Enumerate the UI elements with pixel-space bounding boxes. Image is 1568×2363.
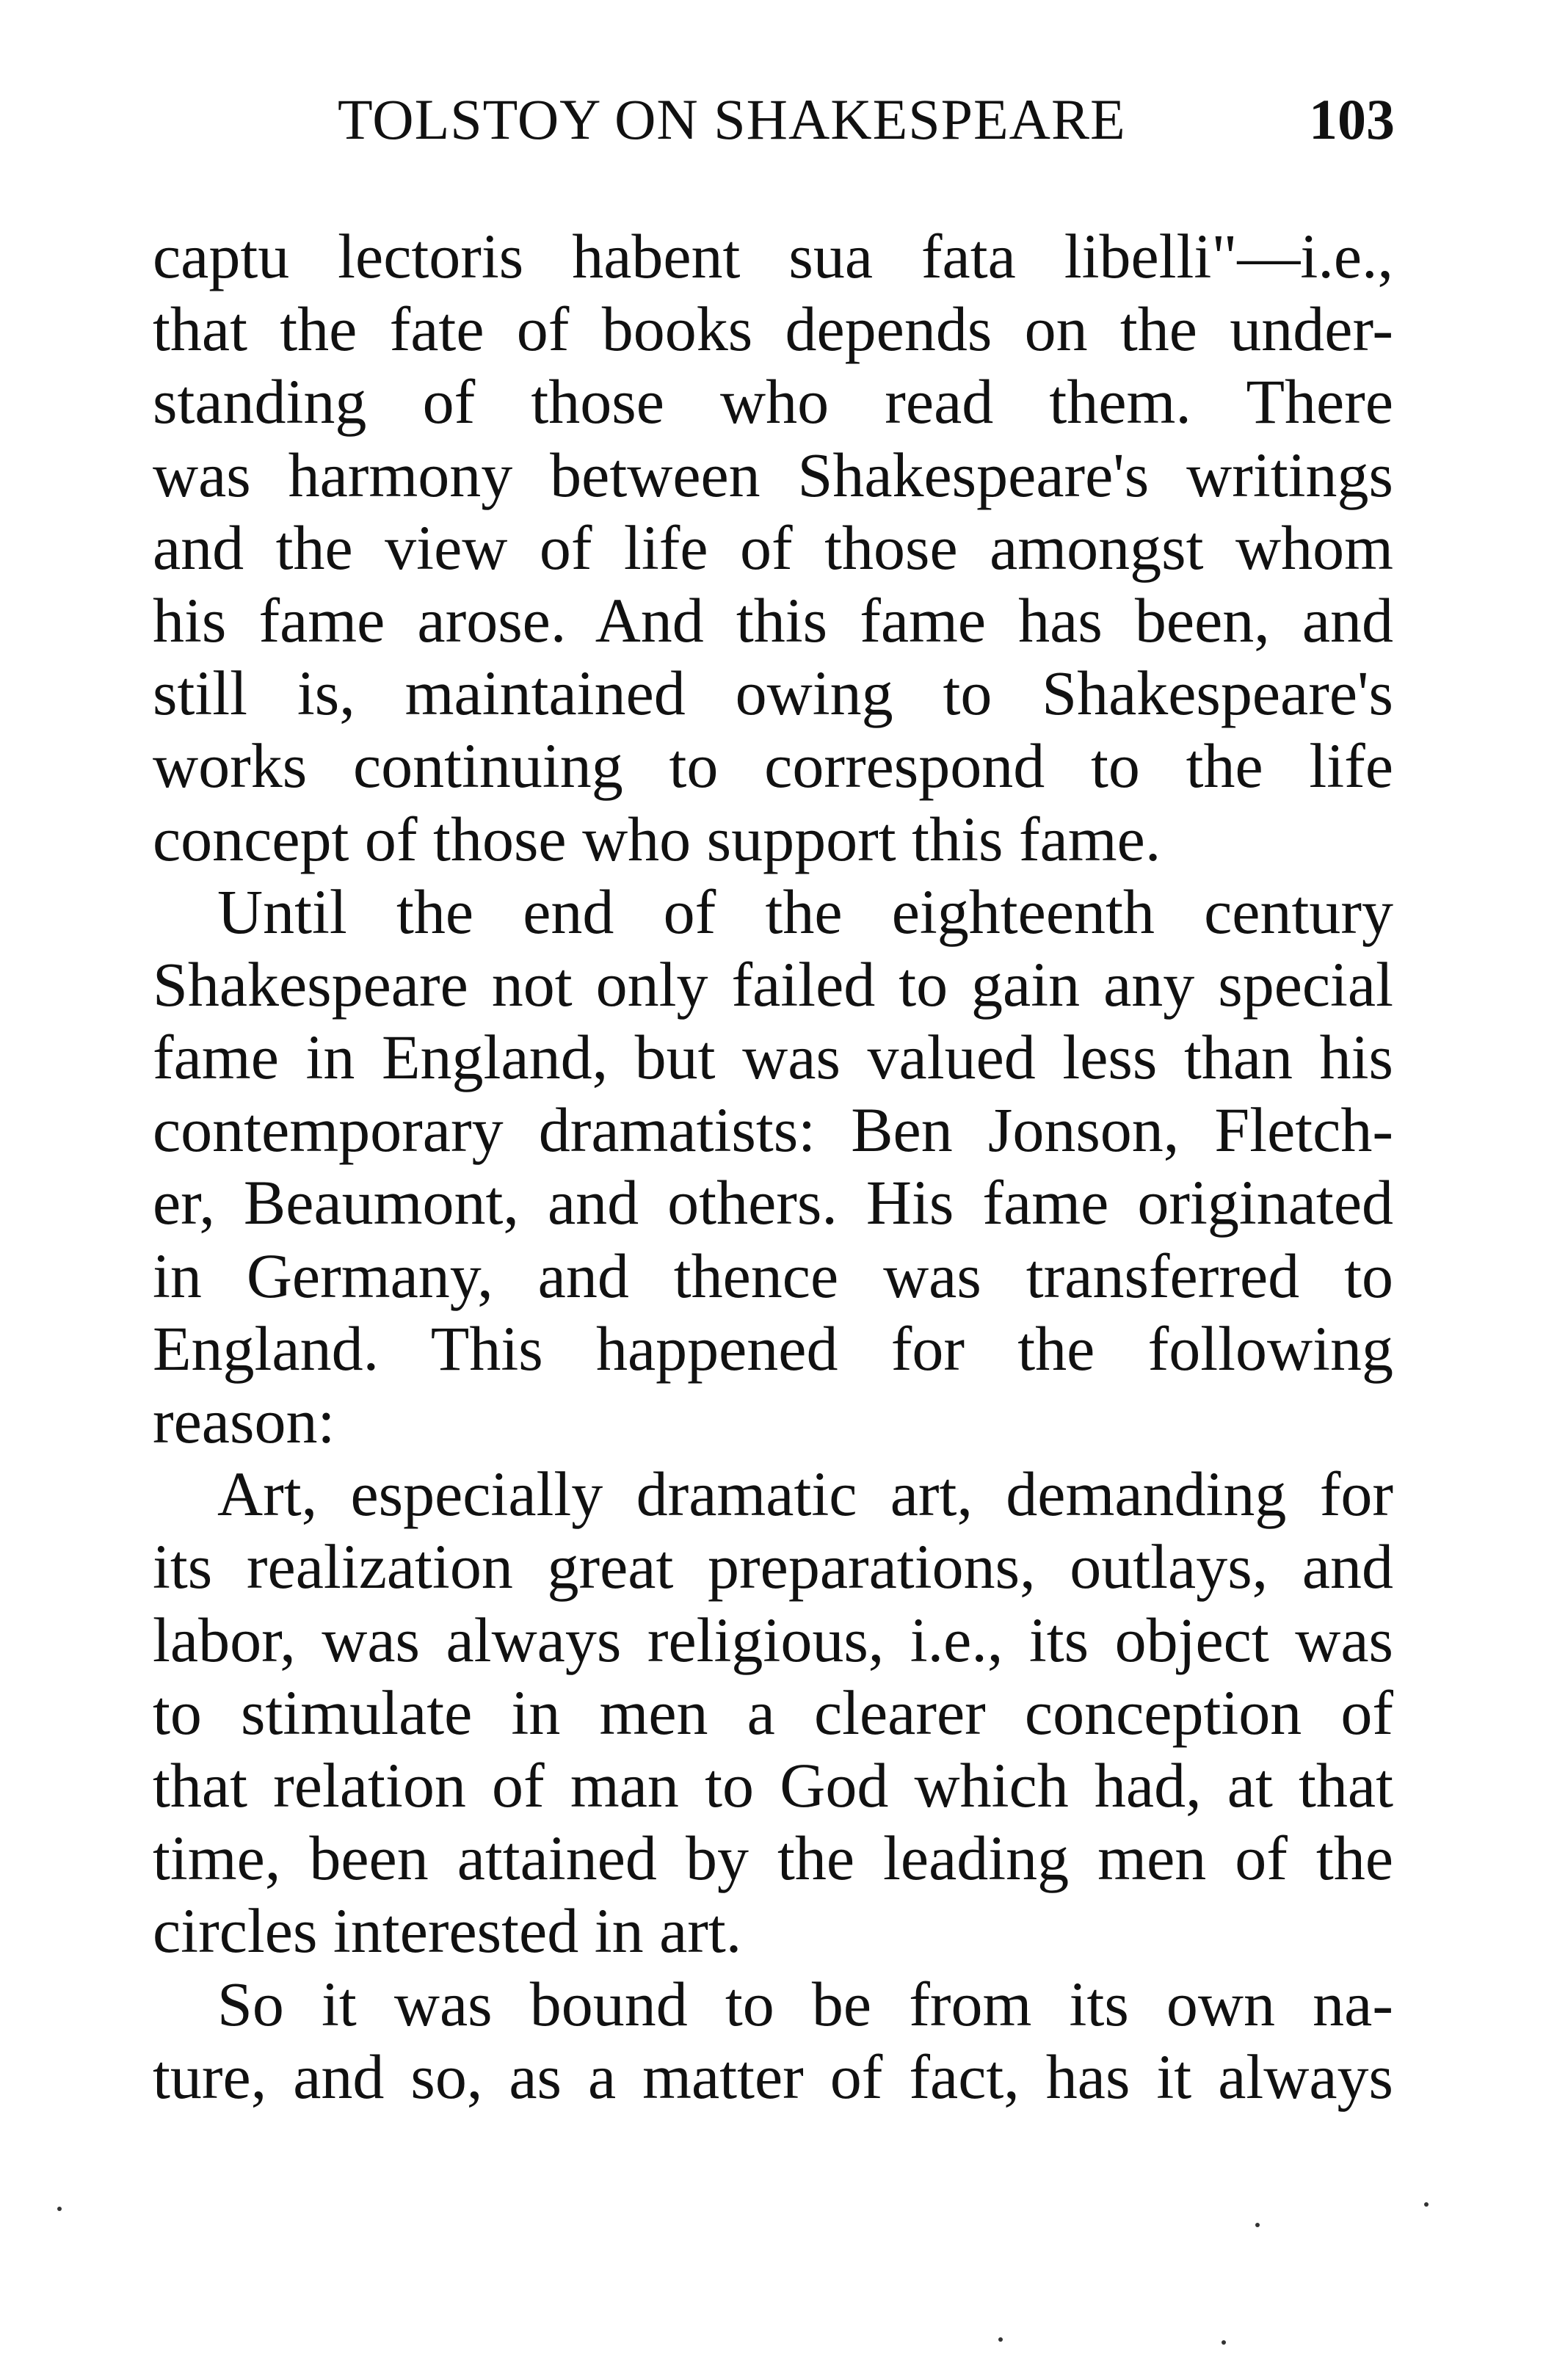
running-head (154, 79, 1395, 160)
text-line: was harmony between Shakespeare's writings (153, 439, 1393, 510)
text-line: standing of those who read them. There (153, 366, 1393, 438)
text-line: still is, maintained owing to Shakespeare's (153, 658, 1393, 729)
text-line: time, been attained by the leading men of the (153, 1823, 1393, 1894)
text-line: labor, was always religious, i.e., its object was (153, 1604, 1393, 1675)
paper-speck (1424, 2202, 1429, 2207)
paper-speck (998, 2337, 1003, 2342)
text-line: Shakespeare not only failed to gain any special (153, 948, 1393, 1020)
paper-speck (1255, 2223, 1260, 2227)
text-line: fame in England, but was valued less than his (153, 1022, 1393, 1093)
text-line: concept of those who support this fame. (153, 803, 1161, 874)
page-number: 103 (1309, 87, 1395, 151)
text-line: works continuing to correspond to the life (153, 730, 1393, 802)
text-line: its realization great preparations, outlays, and (153, 1531, 1393, 1602)
text-line: in Germany, and thence was transferred to (153, 1240, 1393, 1311)
text-line: er, Beaumont, and others. His fame originated (153, 1167, 1393, 1238)
text-line: Until the end of the eighteenth century (217, 876, 1393, 947)
text-line: contemporary dramatists: Ben Jonson, Fletch- (153, 1095, 1393, 1166)
text-line: ture, and so, as a matter of fact, has it always (153, 2041, 1393, 2112)
text-line: So it was bound to be from its own na- (217, 1968, 1393, 2039)
text-line: England. This happened for the following (153, 1313, 1393, 1384)
text-line: captu lectoris habent sua fata libelli"—i.e., (153, 221, 1393, 291)
body-text (153, 220, 1393, 2113)
text-line: to stimulate in men a clearer conception of (153, 1677, 1393, 1748)
text-line: his fame arose. And this fame has been, and (153, 584, 1393, 656)
paper-speck (57, 2207, 62, 2211)
text-line: that the fate of books depends on the under- (153, 294, 1393, 365)
text-line: circles interested in art. (153, 1895, 742, 1967)
paper-speck (1222, 2340, 1226, 2345)
text-line: Art, especially dramatic art, demanding for (217, 1459, 1393, 1530)
running-title: TOLSTOY ON SHAKESPEARE (338, 87, 1126, 151)
text-line: that relation of man to God which had, at that (153, 1749, 1393, 1821)
text-line: and the view of life of those amongst whom (153, 512, 1393, 583)
text-line: reason: (153, 1386, 335, 1456)
